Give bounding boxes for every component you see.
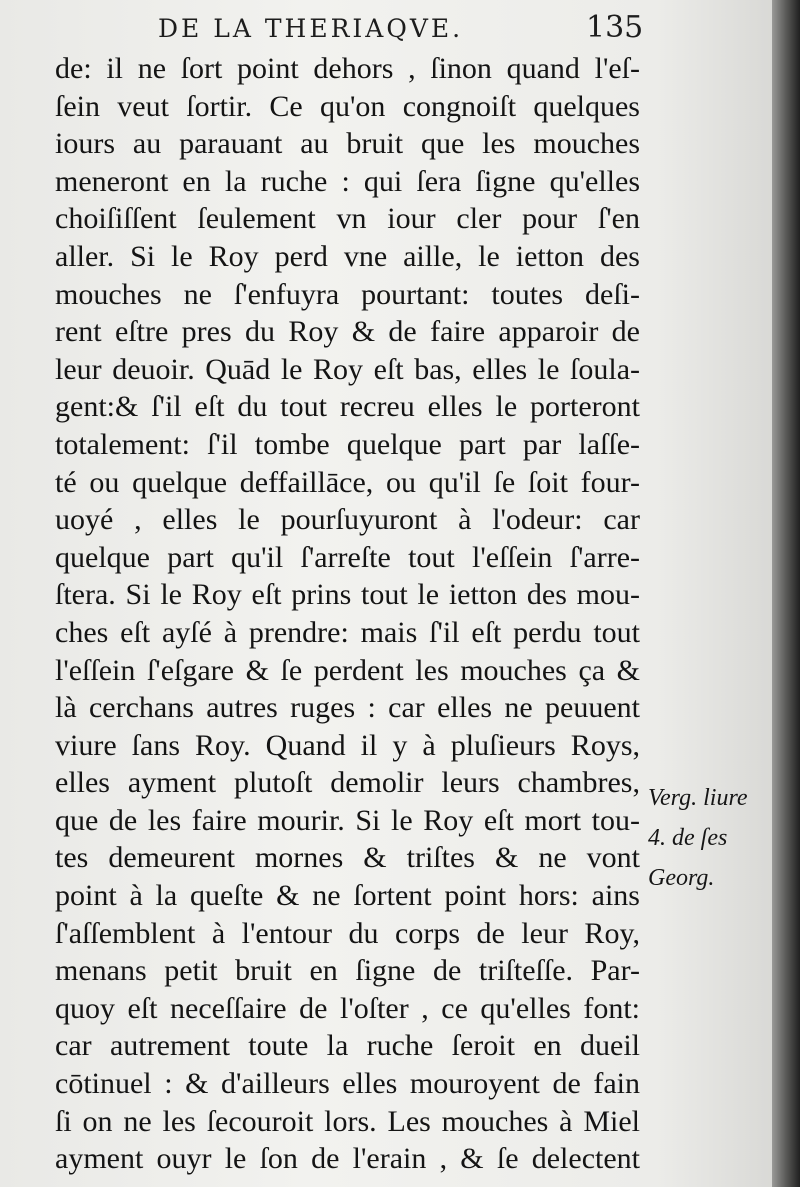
text-line: point à la queſte & ne ſortent point hors: ains: [55, 879, 640, 913]
text-line: de: il ne ſort point dehors , ſinon quand l'eſ-: [55, 52, 640, 85]
text-line: meneront en la ruche : qui ſera ſigne qu'elles: [55, 164, 640, 198]
body-text: [55, 50, 640, 1178]
text-line: ayment ouyr le ſon de l'erain , & ſe delectent: [55, 1142, 640, 1176]
marginal-note-line: 4. de ſes: [648, 825, 728, 851]
marginal-note-line: Georg.: [648, 865, 715, 891]
text-line: leur deuoir. Quād le Roy eſt bas, elles le ſoula-: [55, 352, 640, 386]
text-line: ſ'aſſemblent à l'entour du corps de leur Roy,: [55, 916, 640, 950]
running-head: [150, 10, 750, 50]
running-title: DE LA THERIAQVE.: [158, 14, 464, 43]
book-gutter: [772, 0, 800, 1187]
text-line: l'eſſein ſ'eſgare & ſe perdent les mouches ça &: [55, 653, 640, 687]
text-line: quoy eſt neceſſaire de l'oſter , ce qu'elles font:: [55, 991, 640, 1025]
text-line: ſtera. Si le Roy eſt prins tout le ietton des mou-: [55, 578, 640, 612]
text-line: gent:& ſ'il eſt du tout recreu elles le porteront: [55, 390, 640, 424]
marginal-note: [648, 778, 772, 898]
page-number: 135: [586, 10, 644, 45]
text-line: ſein veut ſortir. Ce qu'on congnoiſt quelques: [55, 89, 640, 123]
text-line: choiſiſſent ſeulement vn iour cler pour ſ'en: [55, 202, 640, 236]
text-line: totalement: ſ'il tombe quelque part par laſſe-: [55, 427, 640, 461]
text-line: iours au parauant au bruit que les mouches: [55, 127, 640, 161]
text-line: quelque part qu'il ſ'arreſte tout l'eſſein ſ'arre-: [55, 540, 640, 574]
text-line: mouches ne ſ'enfuyra pourtant: toutes deſi-: [55, 277, 640, 311]
text-line: ches eſt ayſé à prendre: mais ſ'il eſt perdu tout: [55, 615, 640, 649]
text-line: viure ſans Roy. Quand il y à pluſieurs Roys,: [55, 728, 640, 762]
text-line: menans petit bruit en ſigne de triſteſſe. Par-: [55, 954, 640, 988]
marginal-note-line: Verg. liure: [648, 785, 748, 811]
text-line: rent eſtre pres du Roy & de faire apparoir de: [55, 315, 640, 349]
text-line: là cerchans autres ruges : car elles ne peuuent: [55, 691, 640, 725]
text-line: car autrement toute la ruche ſeroit en dueil: [55, 1029, 640, 1063]
text-line: uoyé , elles le pourſuyuront à l'odeur: car: [55, 503, 640, 537]
text-line: elles ayment plutoſt demolir leurs chambres,: [55, 766, 640, 800]
text-line: que de les faire mourir. Si le Roy eſt mort tou-: [55, 803, 640, 837]
text-line: cōtinuel : & d'ailleurs elles mouroyent de fain: [55, 1067, 640, 1101]
text-line: ſi on ne les ſecouroit lors. Les mouches à Miel: [55, 1104, 640, 1138]
text-line: tes demeurent mornes & triſtes & ne vont: [55, 841, 640, 875]
text-line: té ou quelque deffaillāce, ou qu'il ſe ſoit four-: [55, 465, 640, 499]
text-line: aller. Si le Roy perd vne aille, le ietton des: [55, 239, 640, 273]
